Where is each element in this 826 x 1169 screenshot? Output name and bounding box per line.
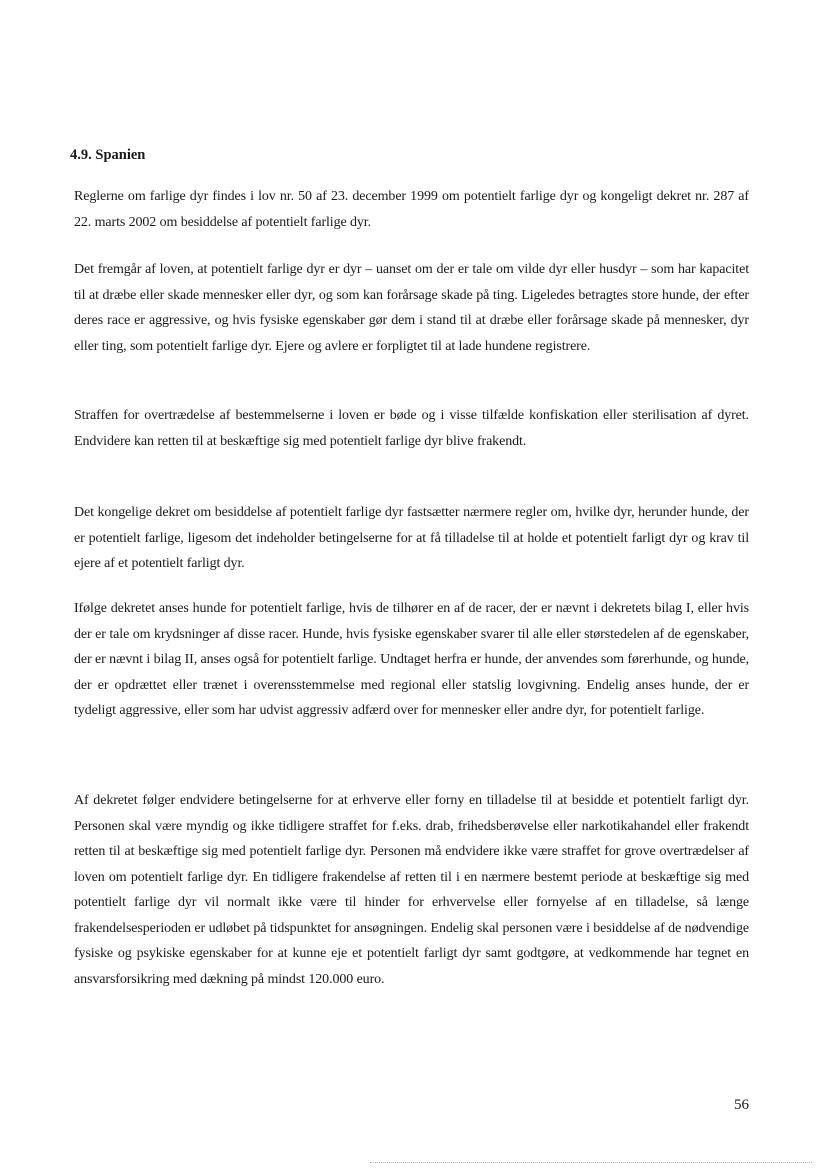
paragraph-definition: Det fremgår af loven, at potentielt farlige dyr er dyr – uanset om der er tale om vilde dyr eller husdyr – som har kapacitet til at dræbe eller skade mennesker eller dyr, og som kan forårsage skade på ting. Ligeledes betragtes store hunde, der efter deres race er aggressive, og hvis fysiske egenskaber gør dem i stand til at dræbe eller forårsage skade på mennesker, dyr eller ting, som potentielt farlige dyr. Ejere og avlere er forpligtet til at lade hundene registrere. xyxy=(74,262,749,354)
paragraph-dog-classification: Ifølge dekretet anses hunde for potentielt farlige, hvis de tilhører en af de racer, der er nævnt i dekretets bilag I, eller hvis der er tale om krydsninger af disse racer. Hunde, hvis fysiske egenskaber svarer til alle eller størstedelen af de egenskaber, der er nævnt i bilag II, anses også for potentielt farlige. Undtaget herfra er hunde, der anvendes som førerhunde, og hunde, der er opdrættet eller trænet i overensstemmelse med regional eller statslig lovgivning. Endelig anses hunde, der er tydeligt aggressive, eller som har udvist aggressiv adfærd over for mennesker eller andre dyr, for potentielt farlige. xyxy=(74,601,749,718)
paragraph-legal-basis: Reglerne om farlige dyr findes i lov nr. 50 af 23. december 1999 om potentielt farlige dyr og kongeligt dekret nr. 287 af 22. marts 2002 om besiddelse af potentielt farlige dyr. xyxy=(74,189,749,230)
paragraph-permit-conditions: Af dekretet følger endvidere betingelserne for at erhverve eller forny en tilladelse til at besidde et potentielt farligt dyr. Personen skal være myndig og ikke tidligere straffet for f.eks. drab, frihedsberøvelse eller narkotikahandel eller frakendt retten til at beskæftige sig med potentielt farlige dyr. Personen må endvidere ikke være straffet for grove overtrædelser af loven om potentielt farlige dyr. En tidligere frakendelse af retten til i en nærmere bestemt periode at beskæftige sig med potentielt farlige dyr vil normalt ikke være til hinder for erhvervelse eller fornyelse af en tilladelse, så længe frakendelsesperioden er udløbet på tidspunktet for ansøgningen. Endelig skal personen være i besiddelse af de nødvendige fysiske og psykiske egenskaber for at kunne eje et potentielt farligt dyr samt godtgøre, at vedkommende har tegnet en ansvarsforsikring med dækning på mindst 120.000 euro. xyxy=(74,793,749,987)
page-number: 56 xyxy=(734,1097,749,1113)
scan-edge-divider xyxy=(370,1162,812,1163)
section-heading: 4.9. Spanien xyxy=(70,147,146,163)
paragraph-penalties: Straffen for overtrædelse af bestemmelserne i loven er bøde og i visse tilfælde konfiskation eller sterilisation af dyret. Endvidere kan retten til at beskæftige sig med potentielt farlige dyr blive frakendt. xyxy=(74,408,749,449)
paragraph-royal-decree: Det kongelige dekret om besiddelse af potentielt farlige dyr fastsætter nærmere regler om, hvilke dyr, herunder hunde, der er potentielt farlige, ligesom det indeholder betingelserne for at få tilladelse til at holde et potentielt farligt dyr og krav til ejere af et potentielt farligt dyr. xyxy=(74,505,749,571)
